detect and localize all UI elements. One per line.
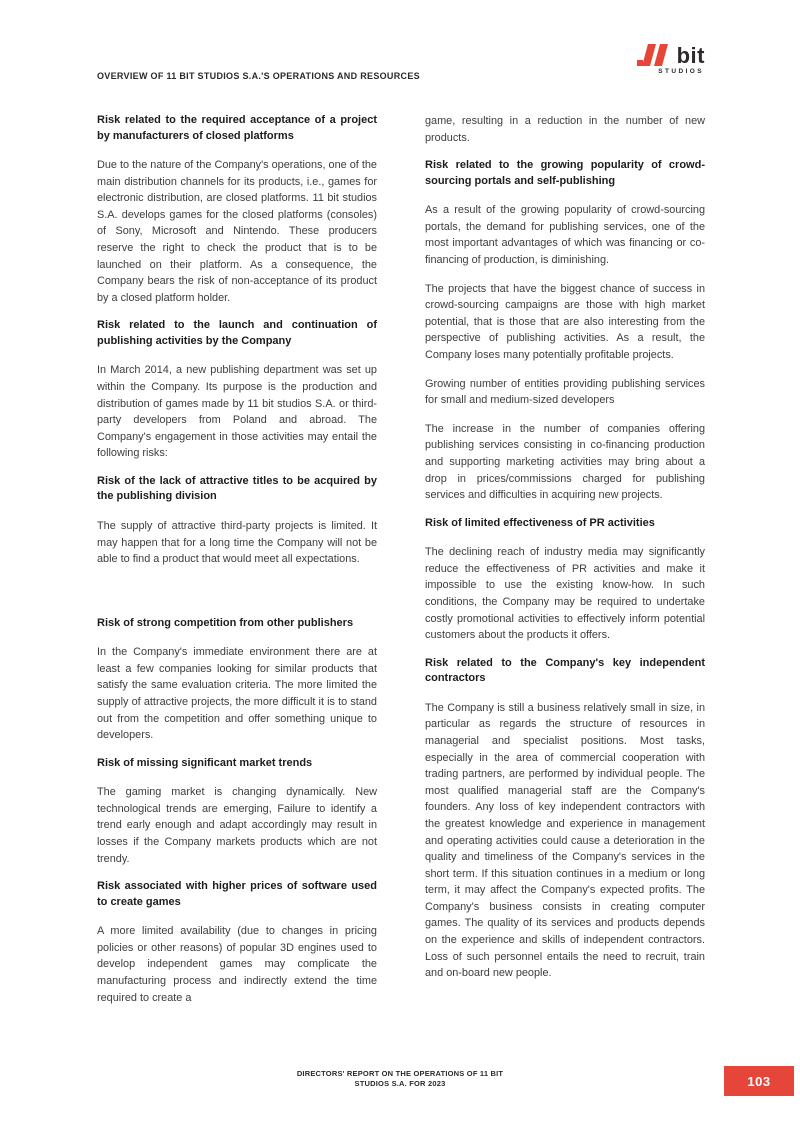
footer-line-1: DIRECTORS' REPORT ON THE OPERATIONS OF 11 BIT	[296, 1069, 504, 1078]
risk-section-heading: Risk associated with higher prices of software used to create games	[97, 880, 377, 908]
body-paragraph: Due to the nature of the Company's operations, one of the main distribution channels for its products, i.e., games for electronic distribution, are closed platforms. 11 bit studios S.A. develops games for the closed platforms (consoles) of Sony, Microsoft and Nintendo. These producers reserve the right to check the product that is to be launched on their platform. As a consequence, the Company bears the risk of non-acceptance of its product by a closed platform holder.	[97, 159, 377, 304]
risk-section-heading: Risk of the lack of attractive titles to be acquired by the publishing division	[97, 474, 377, 503]
risk-section-heading: Risk of strong competition from other publishers	[97, 616, 354, 629]
page-header: OVERVIEW OF 11 BIT STUDIOS S.A.'S OPERATIONS AND RESOURCES	[97, 71, 420, 81]
body-paragraph: The declining reach of industry media may significantly reduce the effectiveness of PR activities and make it impossible to use the existing know-how. In such conditions, the Company may be required to undertake costly promotional activities to effectively inform potential customers about the products it offers.	[425, 546, 705, 642]
risk-section-heading: Risk related to the growing popularity of crowd-sourcing portals and self-publishing	[425, 159, 705, 187]
risk-section-heading: Risk related to the Company's key independent contractors	[425, 656, 705, 685]
brand-logo-text: bit	[676, 43, 705, 68]
risk-section-heading: Risk of limited effectiveness of PR activities	[425, 516, 655, 529]
brand-logo	[636, 42, 705, 75]
brand-mark-icon	[636, 42, 674, 67]
body-paragraph: The gaming market is changing dynamically. New technological trends are emerging, Failure to identify a trend early enough and adapt accordingly may result in losses if the Company markets products which are not trendy.	[97, 786, 377, 865]
risk-section-heading: Risk of missing significant market trends	[97, 756, 313, 769]
footer-line-2: STUDIOS S.A. FOR 2023	[354, 1079, 446, 1088]
body-paragraph: As a result of the growing popularity of crowd-sourcing portals, the demand for publishing services, one of the most important advantages of which was financing or co-financing of production, is diminishing.	[425, 204, 705, 266]
body-paragraph: A more limited availability (due to changes in pricing policies or other reasons) of popular 3D engines used to develop independent games may complicate the manufacturing process and indirectly extend the time required to create a	[97, 925, 377, 1004]
page-number-badge: 103	[724, 1066, 794, 1096]
body-paragraph: The projects that have the biggest chance of success in crowd-sourcing campaigns are those with high market potential, that is those that are also interesting from the perspective of publishing activities. As a result, the Company loses many potentially profitable projects.	[425, 282, 705, 361]
right-column	[425, 113, 705, 1018]
body-paragraph: In the Company's immediate environment there are at least a few companies looking for similar products that satisfy the same evaluation criteria. The more limited the supply of attractive projects, the more difficult it is to stand out from the competition and offer something unique to developers.	[97, 646, 377, 742]
left-column	[97, 113, 377, 1018]
content-area	[97, 113, 705, 1018]
body-paragraph: game, resulting in a reduction in the number of new products.	[425, 115, 705, 144]
body-paragraph: Growing number of entities providing publishing services for small and medium-sized developers	[425, 377, 705, 407]
body-paragraph: In March 2014, a new publishing department was set up within the Company. Its purpose is the production and distribution of games made by 11 bit studios S.A. or third-party developers from Poland and abroad. The Company's engagement in those activities may entail the following risks:	[97, 364, 377, 460]
risk-section-heading: Risk related to the required acceptance of a project by manufacturers of closed platforms	[97, 114, 377, 142]
page-footer	[0, 1069, 800, 1089]
body-paragraph: The increase in the number of companies offering publishing services consisting in co-financing production and supporting marketing activities may bring about a drop in prices/commissions charged for publishing services and difficulties in acquiring new projects.	[425, 422, 705, 502]
brand-logo-subtext: STUDIOS	[658, 68, 704, 75]
body-paragraph: The Company is still a business relatively small in size, in particular as regards the structure of resources in managerial and specialist positions. Most tasks, especially in the area of commercial cooperation with trading partners, are performed by individual people. The most qualified managerial staff are the Company's founders. Any loss of key independent contractors with the greatest knowledge and experience in management and operating activities could cause a deterioration in the quality and timeliness of the Company's services in the short term. If this situation continues in a medium or long term, it may affect the Company's expected profits. The Company's business consists in creating computer games. The quality of its services and products depends on the experience and skills of independent contractors. Loss of such personnel entails the need to recruit, train and on-board new people.	[425, 701, 705, 980]
risk-section-heading: Risk related to the launch and continuation of publishing activities by the Company	[97, 319, 377, 347]
body-paragraph: The supply of attractive third-party projects is limited. It may happen that for a long time the Company will not be able to find a product that would meet all expectations.	[97, 519, 377, 566]
